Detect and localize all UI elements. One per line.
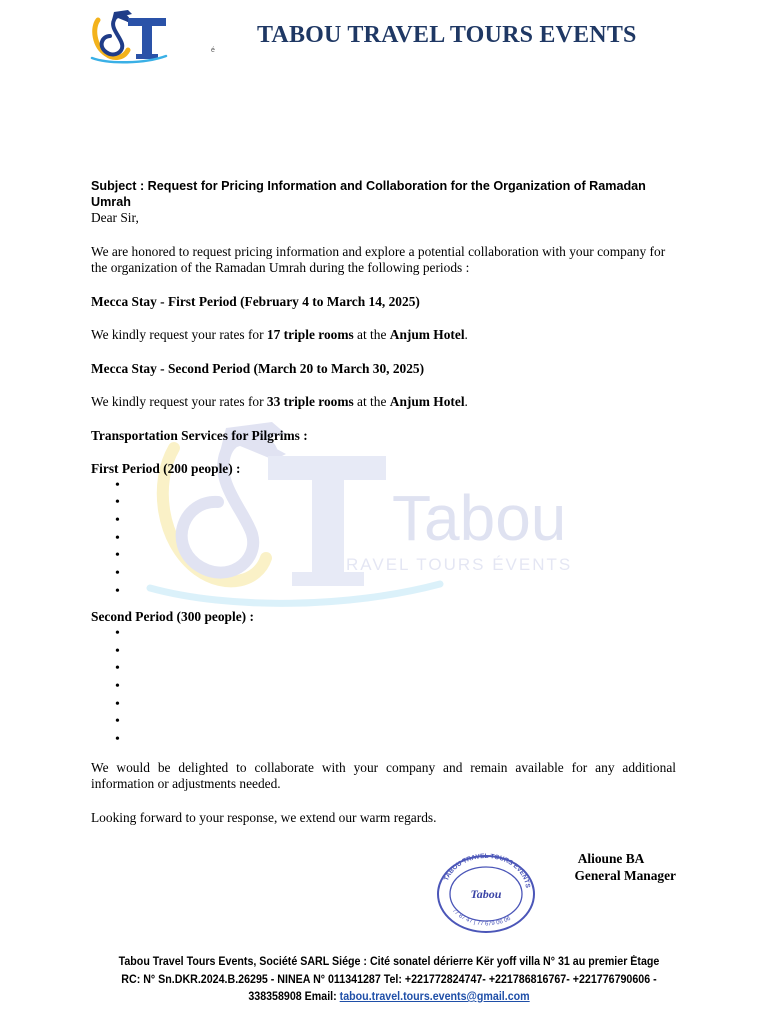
transport-heading: Transportation Services for Pilgrims : (91, 427, 308, 443)
first-period-bullet (91, 584, 676, 602)
watermark-brand-word: Tabou (392, 482, 567, 554)
tiny-mark: é (211, 47, 215, 54)
second-period-heading: Second Period (300 people) : (91, 609, 254, 625)
first-stay-request: We kindly request your rates for 17 triple rooms at the Anjum Hotel. (91, 327, 468, 342)
first-period-heading: First Period (200 people) : (91, 461, 241, 476)
first-period-bullet (91, 548, 676, 566)
second-period-bullet (91, 626, 676, 644)
footer (110, 953, 668, 1006)
second-stay-request: We kindly request your rates for 33 triple rooms at the Anjum Hotel. (91, 394, 468, 409)
second-period-bullet (91, 661, 676, 679)
footer-contact-line: 338358908 Email: tabou.travel.tours.events@gmail.com (248, 990, 530, 1003)
closing-regards: Looking forward to your response, we extend our warm regards. (91, 809, 437, 825)
second-stay-heading: Mecca Stay - Second Period (March 20 to March 30, 2025) (91, 360, 425, 376)
second-period-bullet (91, 679, 676, 697)
first-period-bullet (91, 531, 676, 549)
company-logo (88, 6, 170, 64)
svg-text:TABOU TRAVEL TOURS EVENTS (443, 853, 531, 889)
second-period-bullet (91, 732, 676, 750)
company-stamp (430, 850, 548, 938)
footer-email-link[interactable]: tabou.travel.tours.events@gmail.com (339, 990, 530, 1003)
first-period-bullet (91, 478, 676, 496)
watermark-tagline: RAVEL TOURS ÉVENTS (346, 555, 573, 574)
signatory-name: Alioune BA (577, 851, 645, 866)
stamp-top-text: TABOU TRAVEL TOURS EVENTS (442, 852, 531, 889)
letter-body (91, 178, 676, 826)
company-title: TABOU TRAVEL TOURS EVENTS (257, 22, 637, 48)
first-period-bullet (91, 513, 676, 531)
first-stay-hotel: Anjum Hotel (389, 327, 465, 342)
first-period-bullet (91, 495, 676, 513)
closing-paragraph: We would be delighted to collaborate with your company and remain available for any additional information or adjustments needed. (91, 759, 676, 792)
stamp-bottom-text: 77 87 47 | 77 679 06 06 (450, 907, 512, 928)
second-period-bullet-list (91, 626, 676, 750)
intro-paragraph: We are honored to request pricing information and explore a potential collaboration with your company for the organization of the Ramadan Umrah during the following periods : (91, 243, 666, 275)
second-period-bullet (91, 697, 676, 715)
salutation: Dear Sir, (91, 210, 139, 225)
second-stay-rooms: 33 triple rooms (266, 394, 354, 409)
signatory-title: General Manager (574, 868, 676, 883)
first-stay-rooms: 17 triple rooms (266, 327, 354, 342)
subject-line: Subject : Request for Pricing Information and Collaboration for the Organization of Ramadan Umrah (91, 179, 646, 209)
first-stay-heading: Mecca Stay - First Period (February 4 to March 14, 2025) (91, 293, 420, 309)
second-stay-hotel: Anjum Hotel (389, 394, 465, 409)
second-period-bullet (91, 644, 676, 662)
first-period-bullet-list (91, 478, 676, 602)
first-period-bullet (91, 566, 676, 584)
footer-registration-line: RC: N° Sn.DKR.2024.B.26295 - NINEA N° 011341287 Tel: +221772824747- +221786816767- +221776790606 - (121, 972, 657, 986)
stamp-center-text: Tabou (470, 887, 502, 901)
second-period-bullet (91, 714, 676, 732)
footer-address-line: Tabou Travel Tours Events, Société SARL Siége : Cité sonatel dérierre Kër yoff villa N° 31 au premier Étage (118, 955, 660, 968)
